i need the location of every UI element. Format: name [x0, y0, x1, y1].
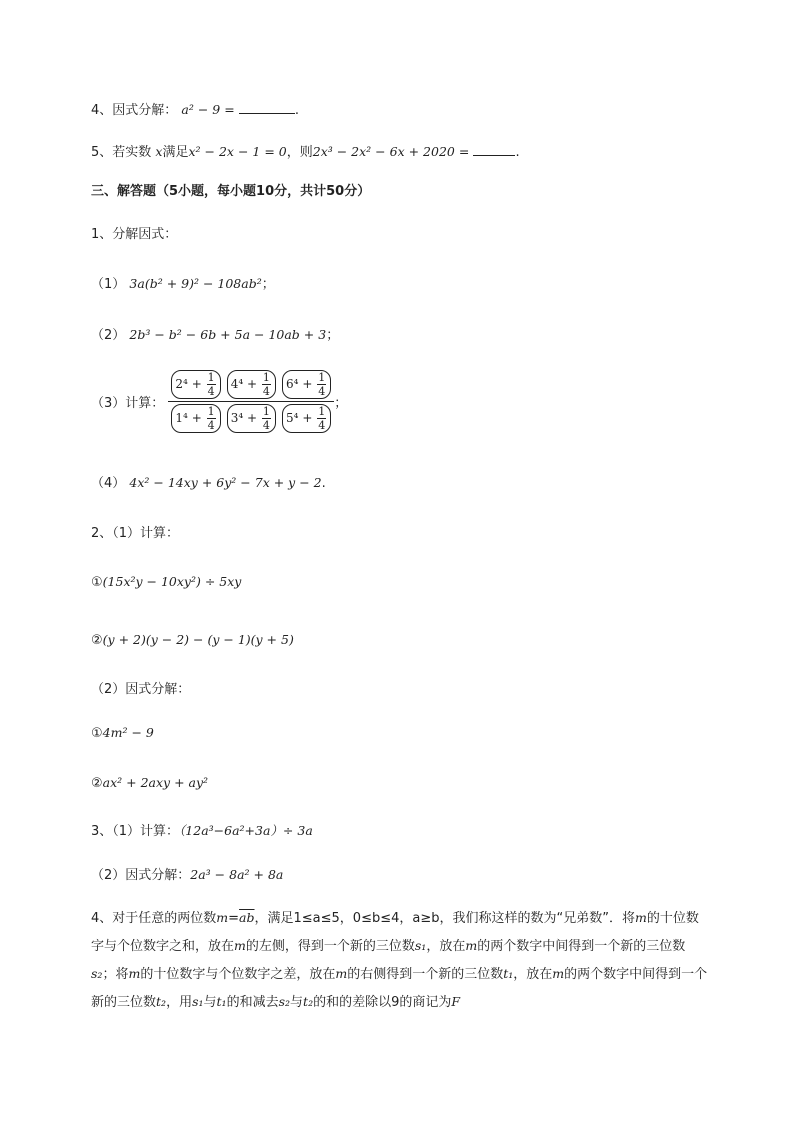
- problem-4-paragraph: [91, 904, 709, 1016]
- p4-text-16: 的和的差除以9的商记为: [313, 995, 452, 1010]
- p3-line-1-label: 3、（1）计算：: [91, 824, 180, 839]
- question-4: [91, 100, 299, 121]
- p4-var-s1: s₁: [192, 994, 204, 1009]
- p4-text-3: 的十位数字与个位数字之和，放在: [91, 911, 699, 954]
- item-4-expression: 4x² − 14xy + 6y² − 7x + y − 2: [129, 475, 322, 490]
- big-fraction-denominator: [168, 402, 334, 435]
- p4-text-12: ，用: [166, 995, 193, 1010]
- part-c-expression: 4m² − 9: [102, 725, 154, 740]
- p4-text-15: 与: [290, 995, 304, 1010]
- p3-line-2-expression: 2a³ − 8a² + 8a: [190, 867, 284, 882]
- p4-text-11: 的两个数字中间得到一个新的三位数: [91, 967, 708, 1010]
- p4-digits-ab: $\overline{ab}$: [239, 910, 255, 925]
- problem-1-item-4: [91, 473, 326, 494]
- item-4-label: （4）: [91, 476, 126, 491]
- q5-condition: x² − 2x − 1 = 0: [188, 144, 287, 159]
- p4-var-m: m: [335, 966, 348, 981]
- q5-mid1: 满足: [162, 145, 189, 160]
- part-b-label: ②: [91, 633, 103, 648]
- problem-2-part-b: [91, 630, 294, 651]
- problem-3-line-2: [91, 865, 283, 886]
- p4-var-s2: s₂: [278, 994, 291, 1009]
- question-5: [91, 142, 520, 163]
- item-3-label: （3）计算：: [91, 396, 165, 411]
- p4-text-9: 的右侧得到一个新的三位数: [347, 967, 504, 982]
- problem-2-part-c: [91, 723, 154, 744]
- p3-line-2-label: （2）因式分解：: [91, 868, 191, 883]
- p4-equals: =: [228, 911, 240, 926]
- p4-var-s1: s₁: [414, 938, 427, 953]
- problem-1-item-2: [91, 325, 339, 346]
- p3-line-1-expression: （12a³−6a²+3a）÷ 3a: [179, 823, 313, 838]
- q4-expression: a² − 9 =: [181, 102, 235, 117]
- part-a-label: ①: [91, 575, 103, 590]
- problem-1-title: 1、分解因式：: [91, 227, 178, 242]
- p4-var-t1: t₁: [503, 966, 514, 981]
- problem-2-title: 2、（1）计算：: [91, 526, 180, 541]
- p4-var-m: m: [128, 966, 141, 981]
- factor-top-1: 2⁴ + $\frac{1}{4}$: [171, 370, 220, 399]
- p4-var-t2: t₂: [303, 994, 314, 1009]
- problem-1-item-3: [91, 368, 347, 435]
- part-d-expression: ax² + 2axy + ay²: [102, 775, 209, 790]
- part-a-expression: (15x²y − 10xy²) ÷ 5xy: [102, 574, 242, 589]
- q5-variable: x: [155, 144, 163, 159]
- q4-suffix: .: [294, 103, 299, 118]
- item-1-label: （1）: [91, 277, 126, 292]
- factor-bot-2: 3⁴ + $\frac{1}{4}$: [227, 404, 276, 433]
- q5-mid2: ，则: [286, 145, 313, 160]
- q4-answer-blank[interactable]: [239, 101, 295, 114]
- p4-text-13: 与: [203, 995, 217, 1010]
- p4-var-s2: s₂: [91, 966, 103, 981]
- factor-bot-3: 5⁴ + $\frac{1}{4}$: [282, 404, 331, 433]
- p4-text-7: ；将: [102, 967, 129, 982]
- item-4-end: .: [321, 476, 326, 491]
- problem-1-item-1: [91, 274, 275, 295]
- problem-2-part-d: [91, 773, 208, 794]
- item-3-big-fraction: [168, 368, 334, 435]
- p4-var-m: m: [552, 966, 565, 981]
- p4-var-m: m: [234, 938, 246, 953]
- p4-var-m: m: [216, 910, 229, 925]
- p4-text-14: 的和减去: [226, 995, 279, 1010]
- p4-var-F: F: [451, 994, 461, 1009]
- q5-expression: 2x³ − 2x² − 6x + 2020 =: [312, 144, 470, 159]
- item-1-end: ；: [261, 277, 275, 292]
- item-3-end: ；: [334, 396, 348, 411]
- p4-text-4: 的左侧，得到一个新的三位数: [245, 939, 415, 954]
- q4-prefix: 4、因式分解：: [91, 103, 178, 118]
- item-2-end: ；: [326, 328, 340, 343]
- p4-var-t1: t₁: [216, 994, 227, 1009]
- problem-2-subtitle-2: （2）因式分解：: [91, 682, 191, 697]
- problem-2-part-a: [91, 572, 241, 593]
- item-1-expression: 3a(b² + 9)² − 108ab²: [129, 276, 262, 291]
- p4-text-1: 4、对于任意的两位数: [91, 911, 217, 926]
- p4-var-t2: t₂: [156, 994, 167, 1009]
- item-2-label: （2）: [91, 328, 126, 343]
- problem-3-line-1: [91, 821, 313, 842]
- part-b-expression: (y + 2)(y − 2) − (y − 1)(y + 5): [102, 632, 294, 647]
- factor-top-3: 6⁴ + $\frac{1}{4}$: [282, 370, 331, 399]
- p4-text-2: ，满足1≤a≤5，0≤b≤4，a≥b，我们称这样的数为“兄弟数”．将: [254, 911, 635, 926]
- big-fraction-numerator: [168, 368, 334, 402]
- p4-text-6: 的两个数字中间得到一个新的三位数: [477, 939, 686, 954]
- section-3-title: 三、解答题（5小题，每小题10分，共计50分）: [91, 184, 371, 199]
- factor-bot-1: 1⁴ + $\frac{1}{4}$: [171, 404, 220, 433]
- item-2-expression: 2b³ − b² − 6b + 5a − 10ab + 3: [129, 327, 327, 342]
- part-d-label: ②: [91, 776, 103, 791]
- factor-top-2: 4⁴ + $\frac{1}{4}$: [227, 370, 276, 399]
- p4-text-8: 的十位数字与个位数字之差，放在: [140, 967, 336, 982]
- q5-suffix: .: [515, 145, 520, 160]
- q5-answer-blank[interactable]: [473, 143, 515, 156]
- q5-prefix: 5、若实数: [91, 145, 152, 160]
- p4-text-10: ，放在: [513, 967, 553, 982]
- p4-var-m: m: [465, 938, 478, 953]
- part-c-label: ①: [91, 726, 103, 741]
- p4-text-5: ，放在: [426, 939, 466, 954]
- p4-var-m: m: [634, 910, 647, 925]
